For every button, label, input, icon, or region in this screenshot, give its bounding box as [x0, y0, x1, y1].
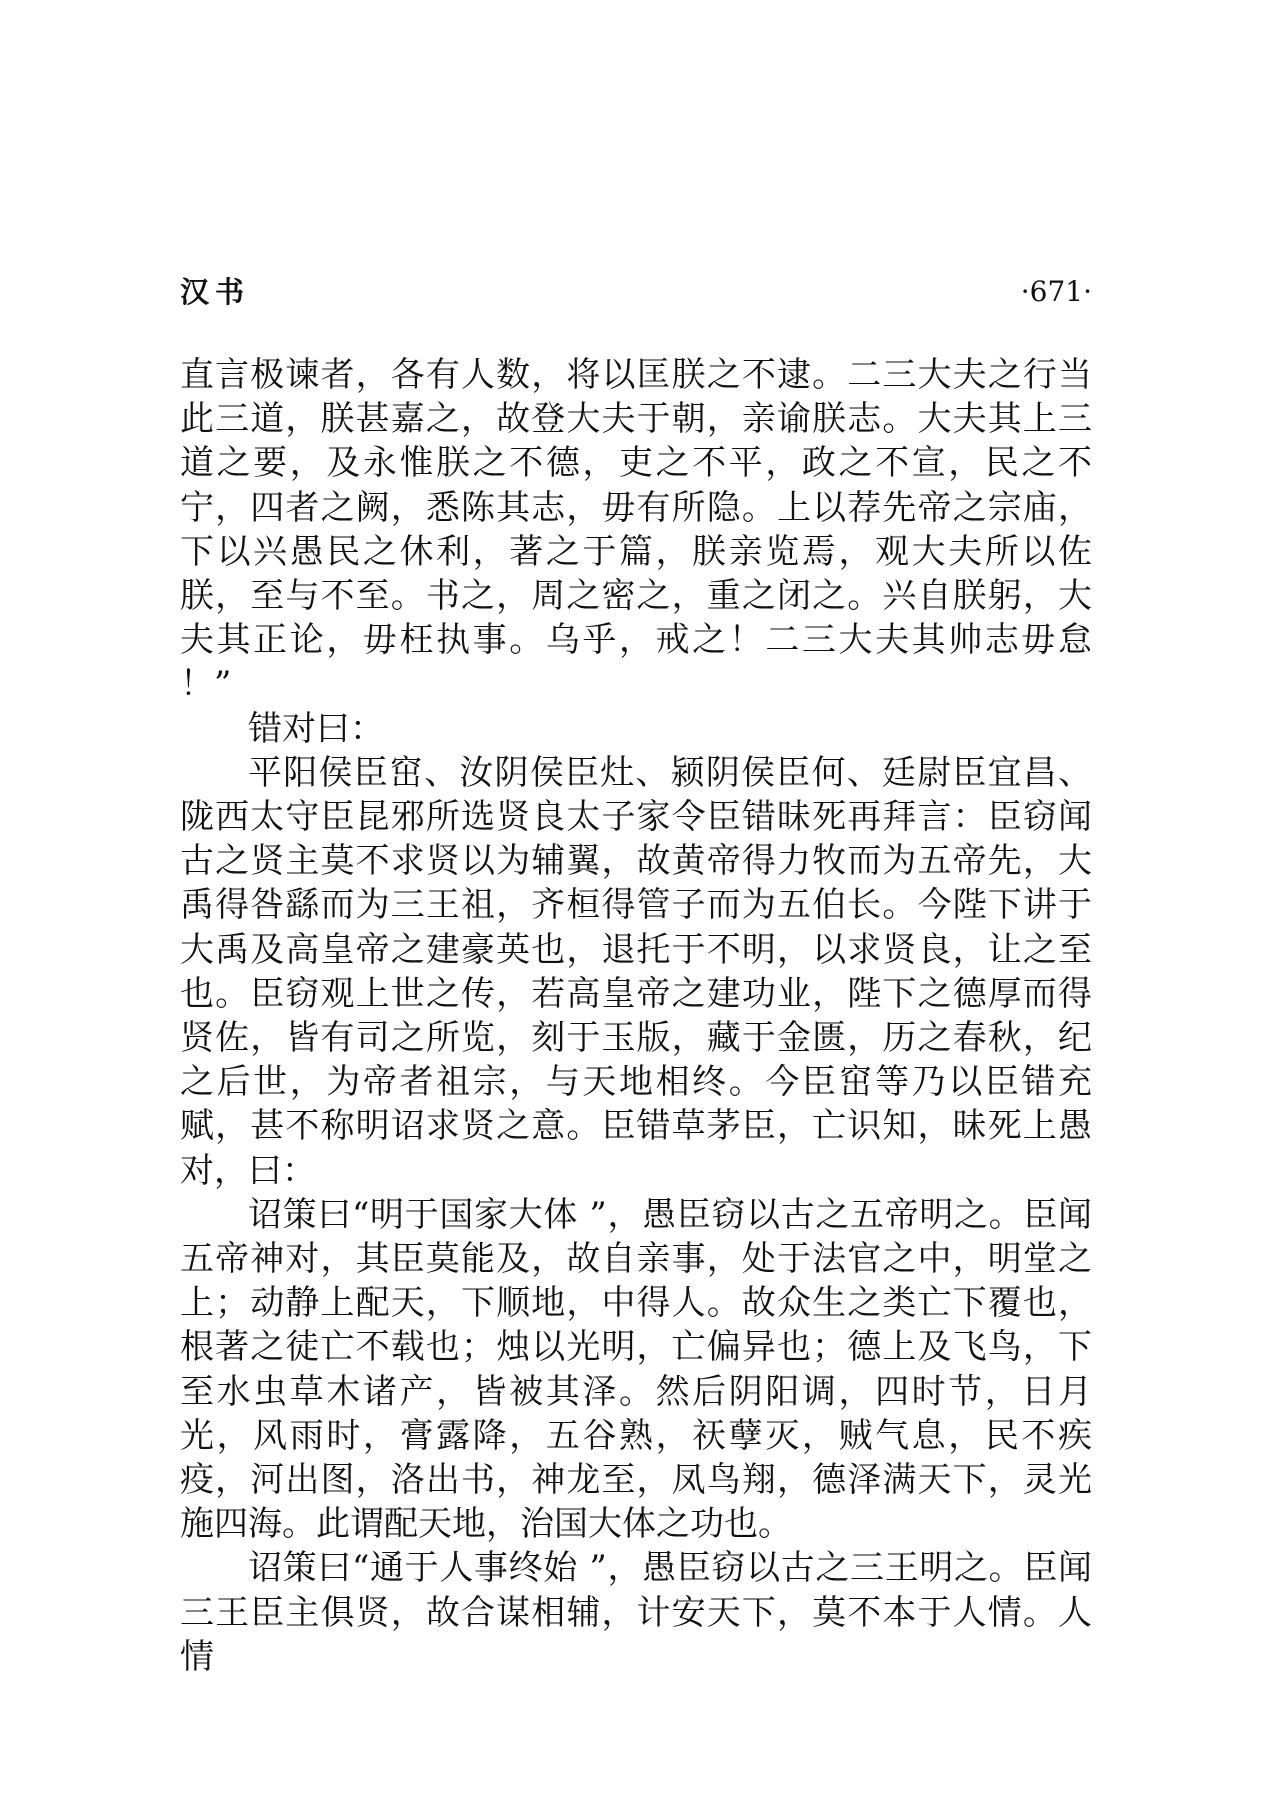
- paragraph-three-kings: 诏策曰“通于人事终始 ”，愚臣窃以古之三王明之。臣闻三王臣主俱贤，故合谋相辅，计安天下，莫不本于人情。人情: [180, 1548, 1092, 1677]
- paragraph-edict-continuation: 直言极谏者，各有人数，将以匡朕之不逮。二三大夫之行当此三道，朕甚嘉之，故登大夫于朝，亲谕朕志。大夫其上三道之要，及永惟朕之不德，吏之不平，政之不宣，民之不宁，四者之阙，悉陈其志，毋有所隐。上以荐先帝之宗庙，下以兴愚民之休利，著之于篇，朕亲览焉，观大夫所以佐朕，至与不至。书之，周之密之，重之闭之。兴自朕躬，大夫其正论，毋枉执事。乌乎，戒之！二三大夫其帅志毋怠 ！”: [180, 355, 1092, 705]
- running-header: [180, 271, 1092, 313]
- paragraph-memorial-opening: 平阳侯臣窋、汝阴侯臣灶、颍阴侯臣何、廷尉臣宜昌、陇西太守臣昆邪所选贤良太子家令臣错昧死再拜言：臣窃闻古之贤主莫不求贤以为辅翼，故黄帝得力牧而为五帝先，大禹得咎繇而为三王祖，齐桓得管子而为五伯长。今陛下讲于大禹及高皇帝之建豪英也，退托于不明，以求贤良，让之至也。臣窃观上世之传，若高皇帝之建功业，陛下之德厚而得贤佐，皆有司之所览，刻于玉版，藏于金匮，历之春秋，纪之后世，为帝者祖宗，与天地相终。今臣窋等乃以臣错充赋，甚不称明诏求贤之意。臣错草茅臣，亡识知，昧死上愚对，曰：: [180, 752, 1092, 1191]
- page-number: ·671·: [1020, 275, 1092, 308]
- paragraph-reply-intro: 错对曰：: [248, 708, 384, 749]
- book-title: 汉书: [180, 275, 251, 309]
- body-text: [180, 353, 1092, 1679]
- paragraph-five-emperors: 诏策曰“明于国家大体 ”，愚臣窃以古之五帝明之。臣闻五帝神对，其臣莫能及，故自亲事，处于法官之中，明堂之上；动静上配天，下顺地，中得人。故众生之类亡下覆也，根著之徒亡不载也；烛以光明，亡偏异也；德上及飞鸟，下至水虫草木诸产，皆被其泽。然后阴阳调，四时节，日月光，风雨时，膏露降，五谷熟，祆孽灭，贼气息，民不疾疫，河出图，洛出书，神龙至，凤鸟翔，德泽满天下，灵光施四海。此谓配天地，治国大体之功也。: [180, 1194, 1092, 1545]
